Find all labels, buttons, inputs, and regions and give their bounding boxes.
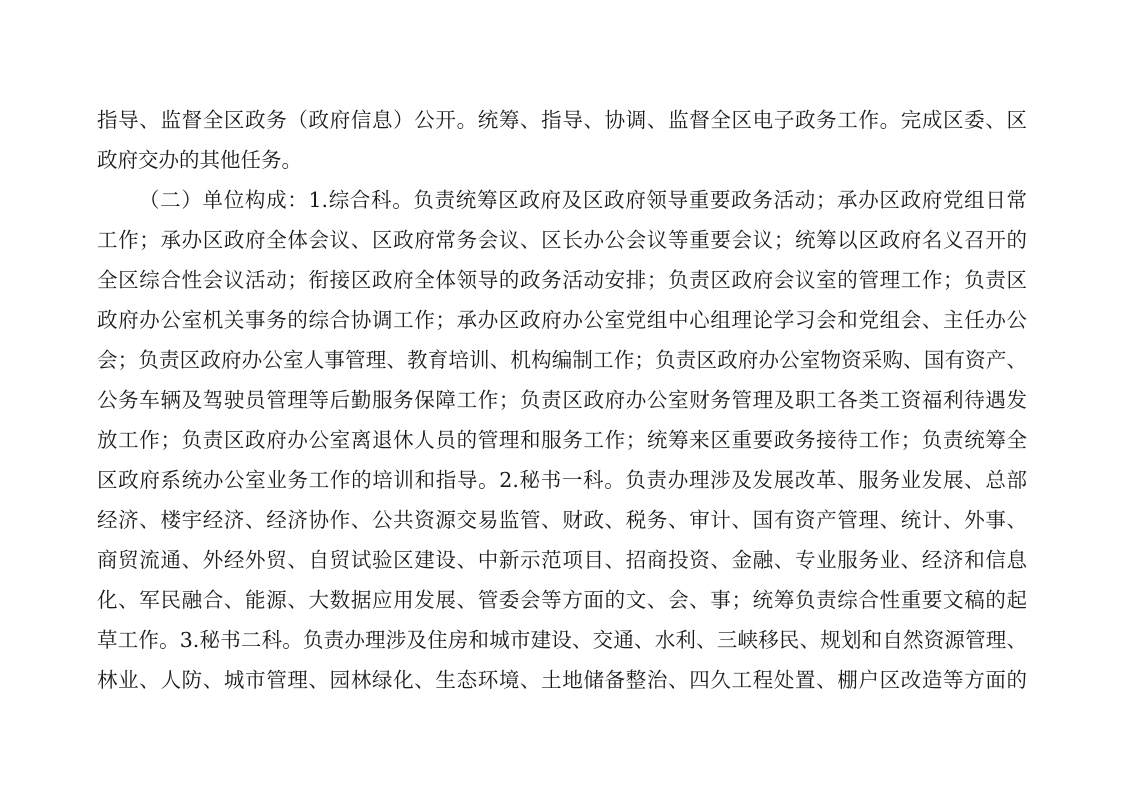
text-line: 政府交办的其他任务。 bbox=[97, 148, 302, 172]
text-line: 区政府系统办公室业务工作的培训和指导。2.秘书一科。负责办理涉及发展改革、服务业发展、总部 bbox=[97, 468, 1027, 492]
text-line: 商贸流通、外经外贸、自贸试验区建设、中新示范项目、招商投资、金融、专业服务业、经济和信息 bbox=[97, 548, 1027, 572]
text-line: 工作；承办区政府全体会议、区政府常务会议、区长办公会议等重要会议；统筹以区政府名义召开的 bbox=[97, 228, 1027, 252]
text-line: 放工作；负责区政府办公室离退休人员的管理和服务工作；统筹来区重要政务接待工作；负责统筹全 bbox=[97, 428, 1027, 452]
text-line: 指导、监督全区政务（政府信息）公开。统筹、指导、协调、监督全区电子政务工作。完成区委、区 bbox=[97, 108, 1027, 132]
document-body bbox=[97, 100, 1027, 700]
text-line: 化、军民融合、能源、大数据应用发展、管委会等方面的文、会、事；统筹负责综合性重要文稿的起 bbox=[97, 588, 1027, 612]
text-line: 会；负责区政府办公室人事管理、教育培训、机构编制工作；负责区政府办公室物资采购、国有资产、 bbox=[97, 348, 1027, 372]
text-line: 林业、人防、城市管理、园林绿化、生态环境、土地储备整治、四久工程处置、棚户区改造等方面的 bbox=[97, 668, 1027, 692]
text-line: 草工作。3.秘书二科。负责办理涉及住房和城市建设、交通、水利、三峡移民、规划和自然资源管理、 bbox=[97, 628, 1027, 652]
text-line: 政府办公室机关事务的综合协调工作；承办区政府办公室党组中心组理论学习会和党组会、主任办公 bbox=[97, 308, 1027, 332]
text-line: 公务车辆及驾驶员管理等后勤服务保障工作；负责区政府办公室财务管理及职工各类工资福利待遇发 bbox=[97, 388, 1027, 412]
text-line: 经济、楼宇经济、经济协作、公共资源交易监管、财政、税务、审计、国有资产管理、统计、外事、 bbox=[97, 508, 1027, 532]
paragraph-first-line: （二）单位构成：1.综合科。负责统筹区政府及区政府领导重要政务活动；承办区政府党组日常 bbox=[139, 188, 1027, 212]
text-line: 全区综合性会议活动；衔接区政府全体领导的政务活动安排；负责区政府会议室的管理工作；负责区 bbox=[97, 268, 1027, 292]
